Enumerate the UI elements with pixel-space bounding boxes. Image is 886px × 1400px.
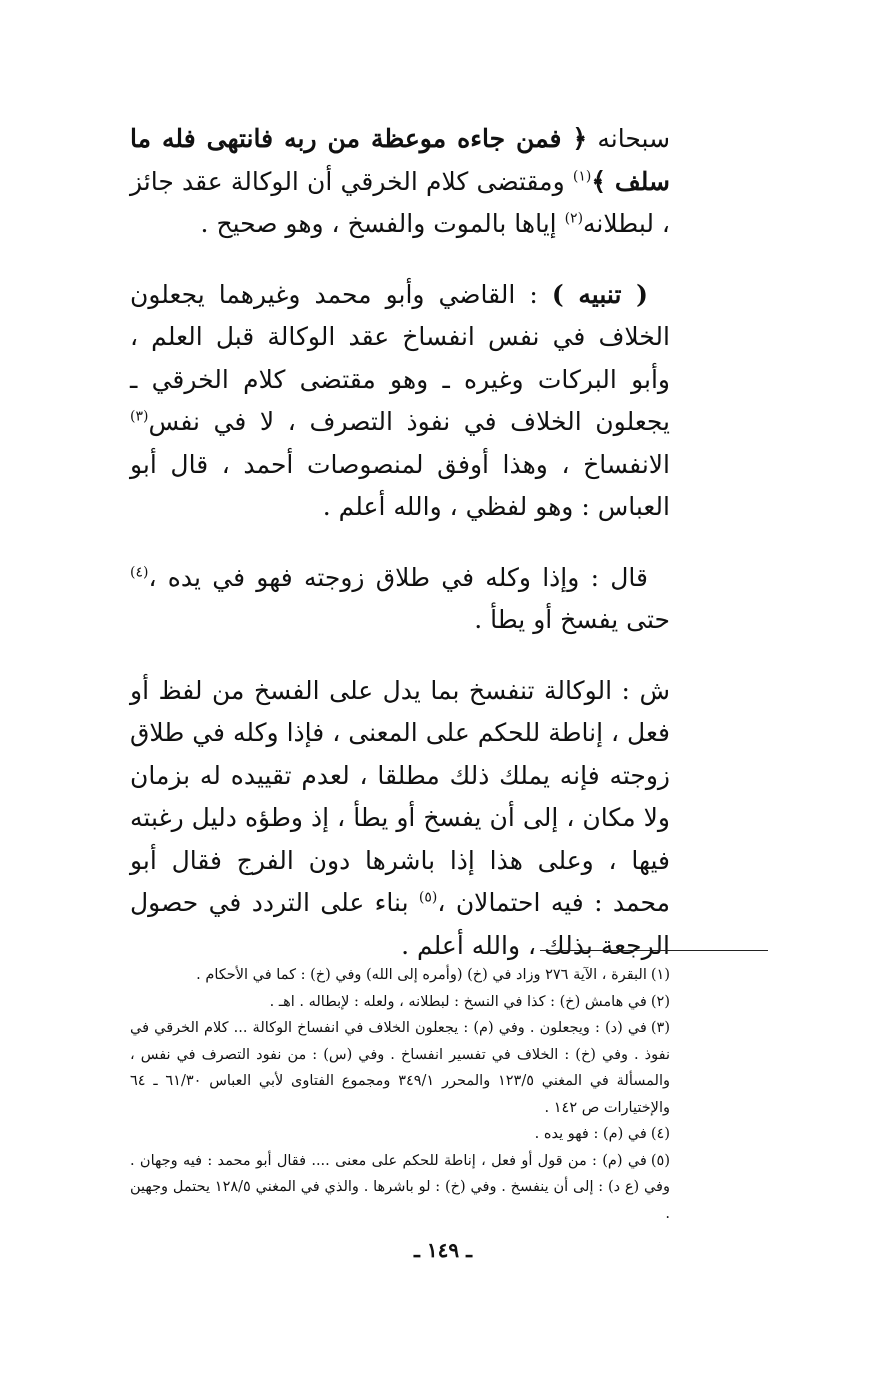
footnote-text: في (م) : من قول أو فعل ، إناطة للحكم على معنى .... فقال أبو محمد : فيه وجهان . وفي (ع د) : إلى أن ينفسخ . وفي (خ) : لو باشرها . والذي في المغني ١٢٨/٥ يحتمل وجهين . <box>130 1152 670 1222</box>
footnote-ref-5: (٥) <box>418 889 438 906</box>
footnote-divider <box>540 950 768 951</box>
text-segment: الانفساخ ، وهذا أوفق لمنصوصات أحمد ، قال أبو العباس : وهو لفظي ، والله أعلم . <box>130 449 670 521</box>
text-segment: : القاضي وأبو محمد وغيرهما يجعلون الخلاف في نفس انفساخ عقد الوكالة قبل العلم ، وأبو البركات وغيره ـ وهو مقتضى كلام الخرقي ـ يجعلون الخلاف في نفوذ التصرف ، لا في نفس <box>130 279 670 436</box>
footnote-ref-2: (٢) <box>564 210 584 227</box>
footnote-number: (٥) <box>650 1152 670 1169</box>
footnote-1 <box>130 962 670 989</box>
footnote-text: في (د) : ويجعلون . وفي (م) : يجعلون الخلاف في انفساخ الوكالة ... كلام الخرقي في نفوذ . وفي (خ) : الخلاف في تفسير انفساخ . وفي (س) : من نفود التصرف في نفس ، والمسألة في المغني ١٢٣/٥ والمحرر ٣٤٩/١ ومجموع الفتاوى لأبي العباس ٦١/٣٠ ـ ٦٤ والإختيارات ص ١٤٢ . <box>130 1020 671 1116</box>
footnote-text: في هامش (خ) : كذا في النسخ : لبطلانه ، ولعله : لإبطاله . اهـ . <box>269 993 647 1010</box>
main-text <box>130 118 670 967</box>
footnotes <box>130 962 670 1227</box>
footnote-ref-3: (٣) <box>130 408 149 425</box>
footnote-4 <box>130 1121 670 1148</box>
text-segment: إياها بالموت والفسخ ، وهو صحيح . <box>200 209 557 238</box>
footnote-text: البقرة ، الآية ٢٧٦ وزاد في (خ) (وأمره إلى الله) وفي (خ) : كما في الأحكام . <box>196 967 647 983</box>
footnote-text: في (م) : فهو يده . <box>534 1126 647 1142</box>
footnote-2 <box>130 989 670 1016</box>
paragraph-3 <box>130 557 670 642</box>
footnote-number: (١) <box>650 967 670 983</box>
text-segment: قال : وإذا وكله في طلاق زوجته فهو في يده ، <box>148 562 648 592</box>
text-segment: ش : الوكالة تنفسخ بما يدل على الفسخ من لفظ أو فعل ، إناطة للحكم على المعنى ، فإذا وكله في طلاق زوجته فإنه يملك ذلك مطلقا ، لعدم تقييده له بزمان ولا مكان ، إلى أن يفسخ أو يطأ ، إذ وطؤه دليل رغبته فيها ، وعلى هذا إذا باشرها دون الفرج فقال أبو محمد : فيه احتمالان ، <box>130 675 670 917</box>
paragraph-2 <box>130 274 670 529</box>
page-number: ـ ١٤٩ ـ <box>414 1238 472 1262</box>
footnote-number: (٢) <box>650 993 670 1010</box>
note-label: ( تنبيه ) <box>551 279 648 309</box>
footnote-number: (٣) <box>650 1020 670 1036</box>
footnote-ref-4: (٤) <box>130 564 149 581</box>
text-segment: بناء على التردد في حصول الرجعة بذلك ، والله أعلم . <box>130 888 670 960</box>
paragraph-1 <box>130 118 670 246</box>
paragraph-4 <box>130 670 670 968</box>
quran-verse: ﴿ فمن جاءه موعظة من ربه فانتهى فله ما سلف ﴾ <box>130 124 670 196</box>
text-segment: حتى يفسخ أو يطأ . <box>474 605 670 634</box>
footnote-5 <box>130 1148 670 1228</box>
footnote-3 <box>130 1015 670 1121</box>
footnote-ref-1: (١) <box>572 168 592 185</box>
text-segment: سبحانه <box>597 124 671 153</box>
footnote-number: (٤) <box>650 1126 670 1142</box>
text-segment: ومقتضى كلام الخرقي أن الوكالة عقد جائز ، لبطلانه <box>130 166 670 238</box>
